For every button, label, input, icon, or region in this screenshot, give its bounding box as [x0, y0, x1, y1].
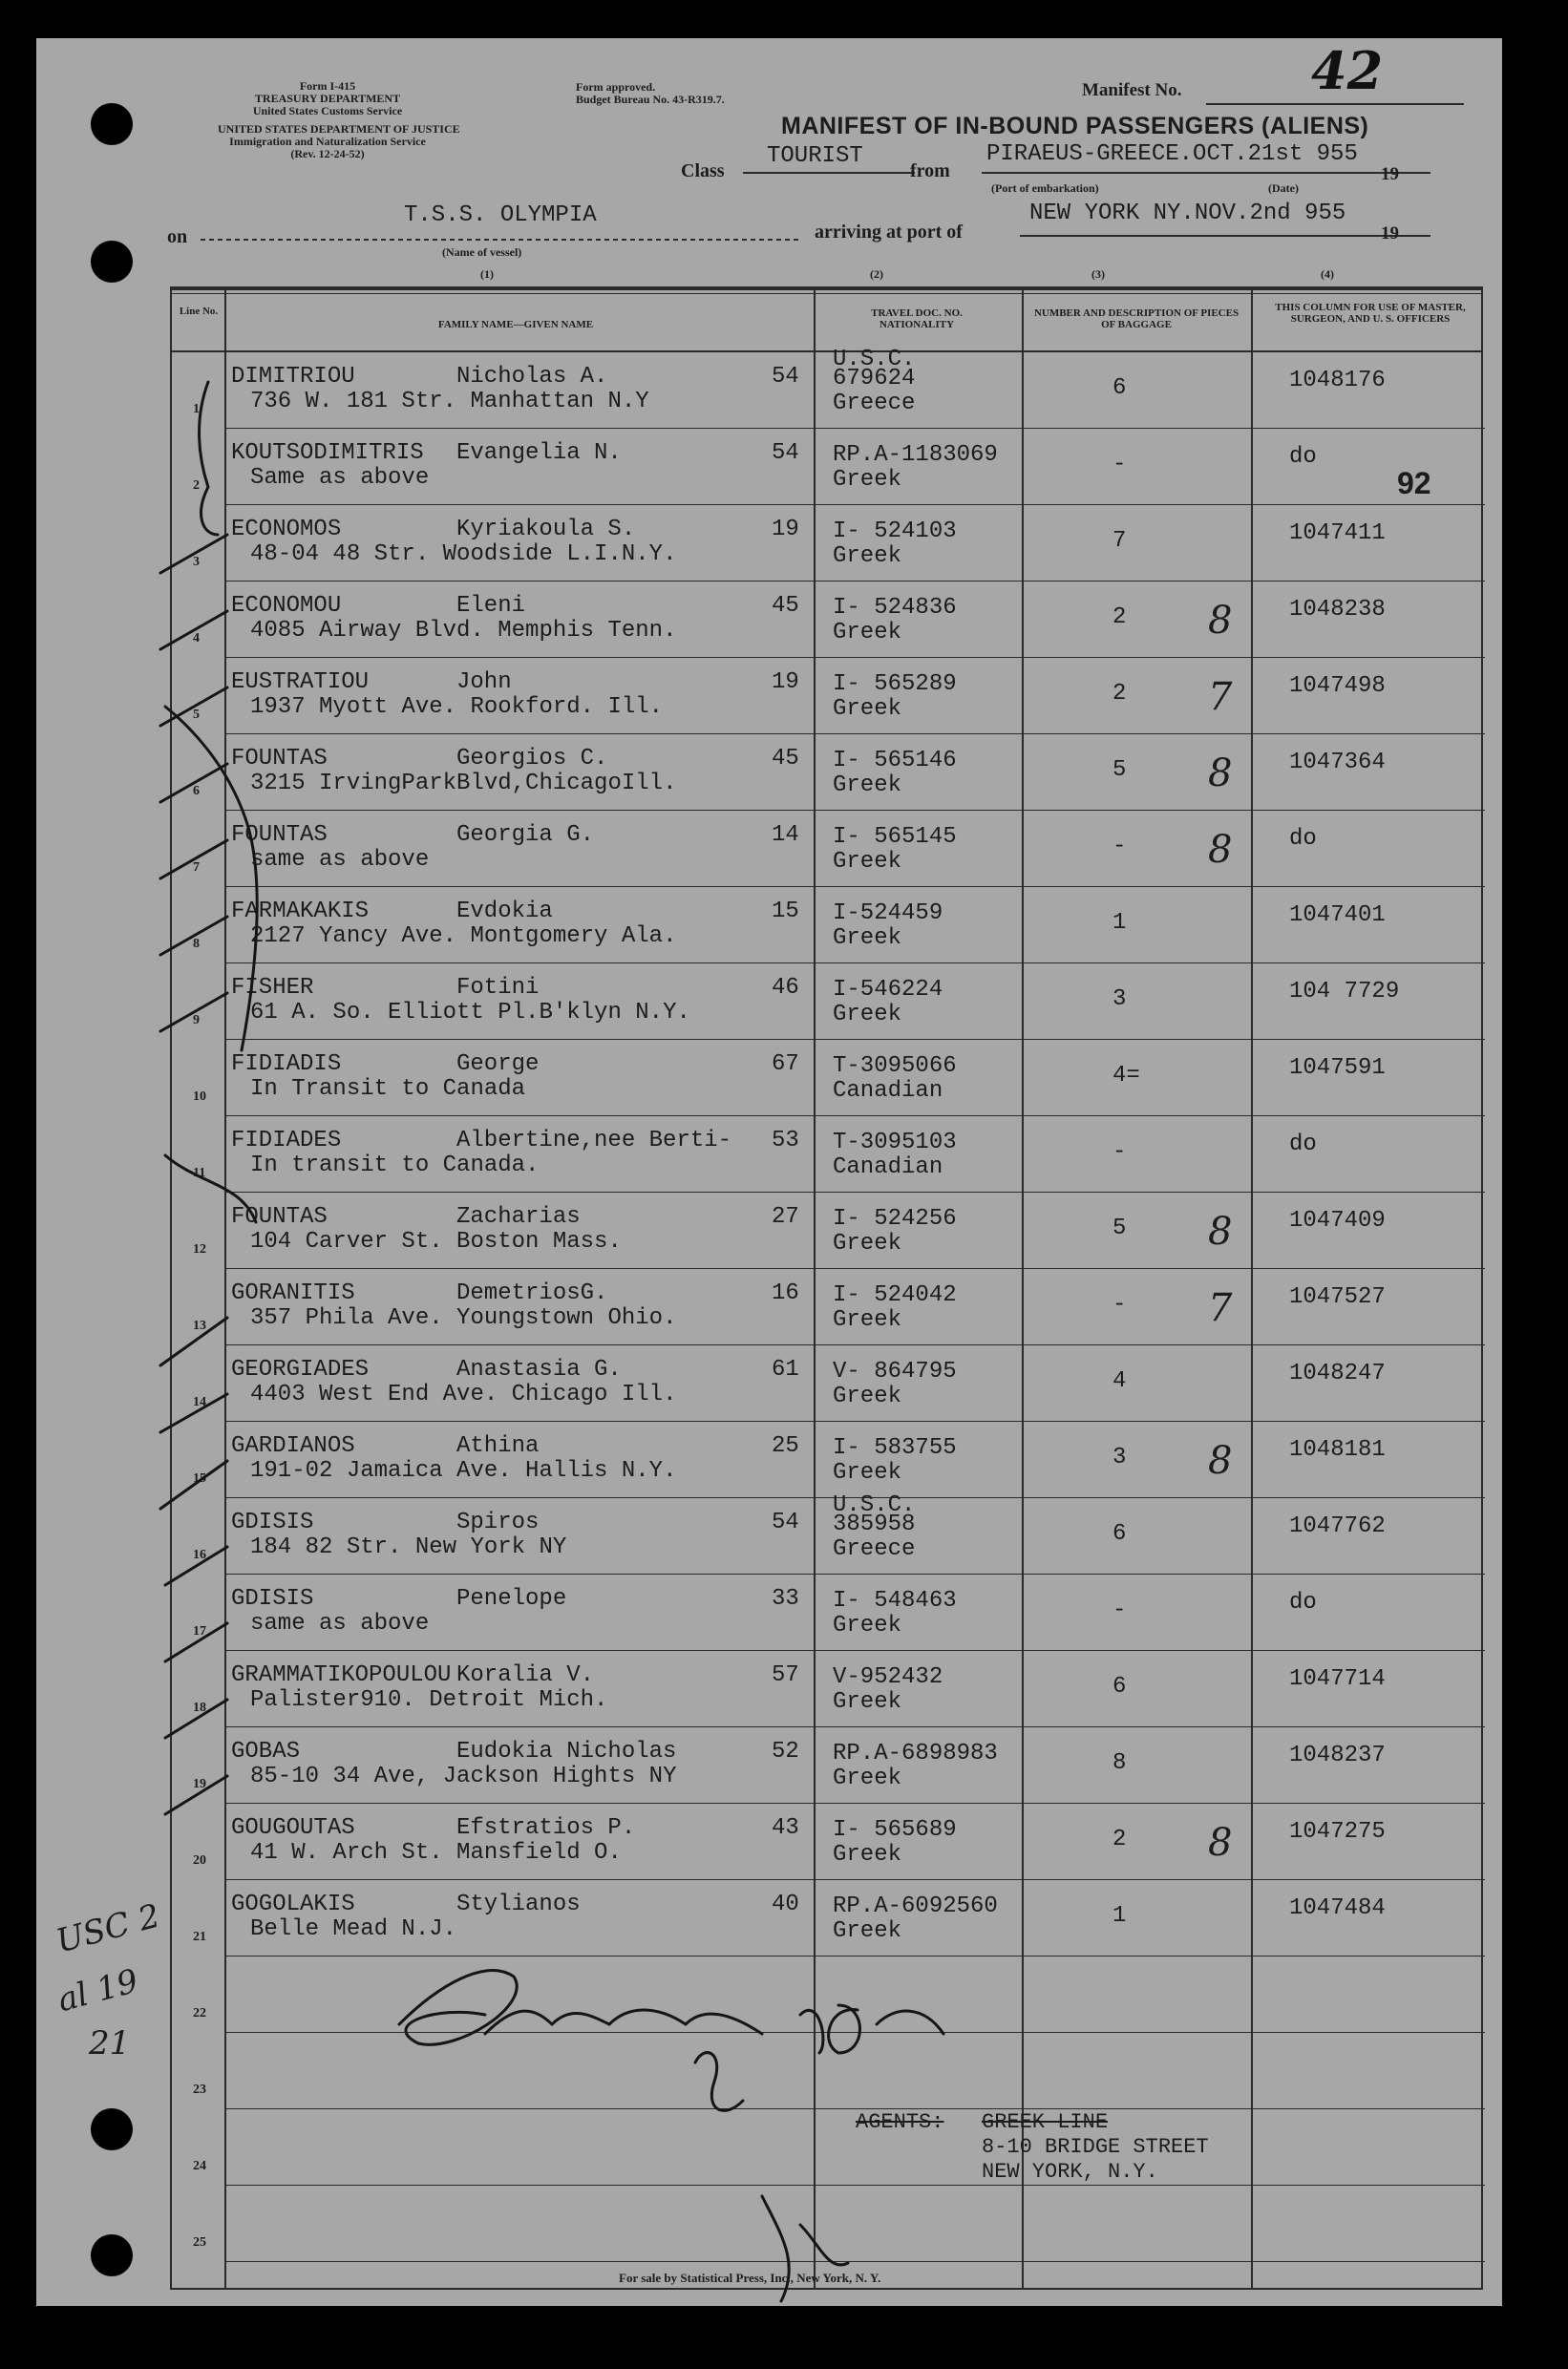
family-name: KOUTSODIMITRIS: [231, 440, 424, 466]
given-name: Anastasia G.: [456, 1357, 622, 1383]
age: 67: [772, 1051, 799, 1077]
family-name: ECONOMOS: [231, 517, 342, 542]
given-name: Kyriakoula S.: [456, 517, 636, 542]
travel-doc-number: V- 864795: [833, 1359, 957, 1385]
agents-line2: 8-10 BRIDGE STREET: [982, 2135, 1209, 2159]
side-number: 92: [1397, 466, 1431, 500]
address: 85-10 34 Ave, Jackson Hights NY: [250, 1764, 677, 1789]
baggage-handwritten-mark: 7: [1208, 1286, 1233, 1330]
baggage-handwritten-mark: 8: [1208, 1210, 1233, 1254]
line-number: 7: [193, 860, 200, 875]
age: 25: [772, 1433, 799, 1459]
baggage-count: 2: [1112, 1827, 1127, 1852]
col-num-3: (3): [1091, 267, 1105, 281]
address: 191-02 Jamaica Ave. Hallis N.Y.: [250, 1458, 677, 1484]
binder-hole: [91, 2108, 133, 2150]
margin-note-2: al 19: [53, 1961, 142, 2020]
family-name: FISHER: [231, 975, 314, 1001]
age: 61: [772, 1357, 799, 1383]
official-number: 1048237: [1289, 1743, 1386, 1768]
given-name: John: [456, 669, 512, 695]
address: 41 W. Arch St. Mansfield O.: [250, 1840, 622, 1866]
given-name: Eleni: [456, 593, 526, 619]
nationality: Greek: [833, 925, 902, 951]
family-name: GRAMMATIKOPOULOU: [231, 1662, 452, 1688]
address: In transit to Canada.: [250, 1153, 540, 1178]
travel-doc-number: RP.A-6898983: [833, 1741, 998, 1766]
baggage-handwritten-mark: 8: [1208, 599, 1233, 643]
official-number: 1047591: [1289, 1055, 1386, 1081]
on-label: on: [167, 226, 188, 247]
line-number: 11: [193, 1166, 206, 1180]
travel-doc-number: I-546224: [833, 977, 943, 1003]
class-label: Class: [681, 160, 725, 181]
ins-service: Immigration and Naturalization Service: [229, 135, 426, 148]
line-number: 3: [193, 555, 200, 569]
given-name: Spiros: [456, 1510, 540, 1535]
from-value: PIRAEUS-GREECE.OCT.21st 955: [986, 141, 1358, 167]
manifest-number: 42: [1311, 40, 1384, 101]
budget-text: Budget Bureau No. 43-R319.7.: [576, 93, 725, 106]
margin-note-3: 21: [89, 2024, 131, 2062]
address: 104 Carver St. Boston Mass.: [250, 1229, 622, 1255]
col-num-4: (4): [1321, 267, 1334, 281]
tick-marks-upper: [160, 535, 227, 1031]
travel-doc-number: V-952432: [833, 1664, 943, 1690]
family-name: FARMAKAKIS: [231, 899, 370, 924]
line-number: 9: [193, 1013, 200, 1027]
line-number: 18: [193, 1701, 206, 1715]
line-number: 2: [193, 478, 200, 493]
baggage-count: -: [1112, 1292, 1127, 1318]
address: same as above: [250, 847, 430, 873]
age: 45: [772, 593, 799, 619]
tick-marks: [160, 1155, 256, 1814]
nationality: Greek: [833, 1766, 902, 1791]
line-number: 20: [193, 1853, 206, 1868]
address: Same as above: [250, 465, 430, 491]
address: 48-04 48 Str. Woodside L.I.N.Y.: [250, 541, 677, 567]
bracket-2: [165, 707, 257, 1050]
address: 61 A. So. Elliott Pl.B'klyn N.Y.: [250, 1000, 690, 1026]
vessel-name: T.S.S. OLYMPIA: [404, 202, 597, 228]
family-name: GOGOLAKIS: [231, 1892, 355, 1917]
agents-label: AGENTS:: [856, 2110, 944, 2134]
binder-hole: [91, 103, 133, 145]
doc-prefix: U.S.C.: [833, 1492, 916, 1518]
given-name: Georgios C.: [456, 746, 608, 772]
baggage-handwritten-mark: 8: [1208, 751, 1233, 795]
family-name: GARDIANOS: [231, 1433, 355, 1459]
line-number: 21: [193, 1930, 206, 1944]
approval-text: Form approved.: [576, 80, 656, 94]
given-name: Evdokia: [456, 899, 553, 924]
address: Palister910. Detroit Mich.: [250, 1687, 608, 1713]
nationality: Greece: [833, 391, 916, 416]
baggage-count: -: [1112, 1597, 1127, 1623]
manifest-title: MANIFEST OF IN-BOUND PASSENGERS (ALIENS): [781, 113, 1369, 139]
address: 4403 West End Ave. Chicago Ill.: [250, 1382, 677, 1407]
given-name: Eudokia Nicholas: [456, 1739, 677, 1765]
nationality: Greek: [833, 1613, 902, 1639]
address: 184 82 Str. New York NY: [250, 1534, 567, 1560]
official-number: do: [1289, 826, 1317, 852]
line-number: 1: [193, 402, 200, 416]
manifest-sheet: [36, 38, 1502, 2306]
given-name: Koralia V.: [456, 1662, 595, 1688]
nationality: Canadian: [833, 1078, 943, 1104]
official-number: 1047275: [1289, 1819, 1386, 1845]
age: 15: [772, 899, 799, 924]
travel-doc-number: I- 565146: [833, 748, 957, 773]
nationality: Greek: [833, 1918, 902, 1944]
official-number: 1047714: [1289, 1666, 1386, 1692]
official-number: do: [1289, 444, 1317, 470]
nationality: Greek: [833, 696, 902, 722]
line-number: 5: [193, 708, 200, 722]
line-number: 25: [193, 2235, 206, 2250]
family-name: GDISIS: [231, 1510, 314, 1535]
baggage-count: 2: [1112, 604, 1127, 630]
given-name: Albertine,nee Berti-: [456, 1128, 732, 1153]
baggage-count: 2: [1112, 681, 1127, 707]
col-header-baggage: NUMBER AND DESCRIPTION OF PIECES OF BAGGAGE: [1033, 307, 1240, 330]
age: 14: [772, 822, 799, 848]
age: 54: [772, 1510, 799, 1535]
line-number: 15: [193, 1471, 206, 1486]
given-name: Fotini: [456, 975, 540, 1001]
family-name: GOBAS: [231, 1739, 301, 1765]
customs-service: United States Customs Service: [252, 104, 403, 117]
footer-printer: For sale by Statistical Press, Inc., New York, N. Y.: [619, 2271, 881, 2285]
travel-doc-number: 385958: [833, 1512, 916, 1537]
official-number: 1047401: [1289, 902, 1386, 928]
address: 357 Phila Ave. Youngstown Ohio.: [250, 1305, 677, 1331]
col-num-2: (2): [870, 267, 883, 281]
nationality: Greece: [833, 1536, 916, 1562]
nationality: Greek: [833, 1689, 902, 1715]
age: 19: [772, 669, 799, 695]
nationality: Greek: [833, 849, 902, 875]
vessel-caption: (Name of vessel): [442, 245, 522, 259]
arrival-port-value: NEW YORK NY.NOV.2nd 955: [1029, 201, 1346, 226]
baggage-count: 6: [1112, 1674, 1127, 1700]
travel-doc-number: RP.A-1183069: [833, 442, 998, 468]
official-number: 1048176: [1289, 368, 1386, 393]
margin-note-1: USC 2: [52, 1896, 164, 1961]
col-header-name: FAMILY NAME—GIVEN NAME: [437, 319, 594, 330]
age: 27: [772, 1204, 799, 1230]
baggage-count: 1: [1112, 1903, 1127, 1929]
given-name: George: [456, 1051, 540, 1077]
age: 52: [772, 1739, 799, 1765]
nationality: Greek: [833, 543, 902, 569]
line-number: 22: [193, 2006, 206, 2020]
travel-doc-number: RP.A-6092560: [833, 1893, 998, 1919]
travel-doc-number: I- 565689: [833, 1817, 957, 1843]
family-name: EUSTRATIOU: [231, 669, 370, 695]
line-number: 6: [193, 784, 200, 798]
official-number: 1047364: [1289, 750, 1386, 775]
line-number: 13: [193, 1319, 206, 1333]
travel-doc-number: T-3095066: [833, 1053, 957, 1079]
nationality: Greek: [833, 620, 902, 645]
given-name: Stylianos: [456, 1892, 581, 1917]
address: 2127 Yancy Ave. Montgomery Ala.: [250, 923, 677, 949]
official-number: do: [1289, 1590, 1317, 1616]
baggage-handwritten-mark: 7: [1208, 675, 1233, 719]
agents-line3: NEW YORK, N.Y.: [982, 2160, 1158, 2184]
official-number: 1048181: [1289, 1437, 1386, 1463]
travel-doc-number: I-524459: [833, 900, 943, 926]
handwriting-overlay: [36, 38, 1502, 2306]
given-name: Zacharias: [456, 1204, 581, 1230]
given-name: Penelope: [456, 1586, 567, 1612]
nationality: Greek: [833, 1002, 902, 1027]
nationality: Canadian: [833, 1154, 943, 1180]
official-number: 1047484: [1289, 1895, 1386, 1921]
nationality: Greek: [833, 1460, 902, 1486]
year-prefix-2: 19: [1381, 223, 1399, 243]
baggage-count: 1: [1112, 910, 1127, 936]
travel-doc-number: I- 524042: [833, 1282, 957, 1308]
initial-mark: [695, 2053, 743, 2111]
col-header-doc: TRAVEL DOC. NO. NATIONALITY: [871, 307, 963, 330]
address: 1937 Myott Ave. Rookford. Ill.: [250, 694, 664, 720]
line-number: 14: [193, 1395, 206, 1409]
age: 57: [772, 1662, 799, 1688]
line-number: 10: [193, 1089, 206, 1104]
age: 40: [772, 1892, 799, 1917]
baggage-count: 6: [1112, 375, 1127, 401]
bracket-1: [200, 382, 218, 535]
line-number: 19: [193, 1777, 206, 1791]
family-name: FOUNTAS: [231, 822, 328, 848]
baggage-count: 4: [1112, 1368, 1127, 1394]
nationality: Greek: [833, 772, 902, 798]
line-number: 24: [193, 2159, 206, 2173]
age: 54: [772, 440, 799, 466]
department-treasury: TREASURY DEPARTMENT: [254, 92, 401, 105]
official-number: 1047527: [1289, 1284, 1386, 1310]
family-name: FOUNTAS: [231, 1204, 328, 1230]
official-number: 1048238: [1289, 597, 1386, 623]
nationality: Greek: [833, 1384, 902, 1409]
family-name: FIDIADIS: [231, 1051, 342, 1077]
agents-line1: GREEK LINE: [982, 2110, 1109, 2134]
family-name: GEORGIADES: [231, 1357, 370, 1383]
baggage-count: 3: [1112, 1445, 1127, 1470]
binder-hole: [91, 2234, 133, 2276]
line-number: 12: [193, 1242, 206, 1257]
family-name: FIDIADES: [231, 1128, 342, 1153]
address: 3215 IrvingParkBlvd,ChicagoIll.: [250, 771, 677, 796]
given-name: Nicholas A.: [456, 364, 608, 390]
address: In Transit to Canada: [250, 1076, 526, 1102]
address: same as above: [250, 1611, 430, 1637]
baggage-count: 5: [1112, 757, 1127, 783]
travel-doc-number: I- 565289: [833, 671, 957, 697]
baggage-handwritten-mark: 8: [1208, 1821, 1233, 1865]
manifest-no-label: Manifest No.: [1082, 80, 1182, 100]
col-num-1: (1): [480, 267, 494, 281]
address: 4085 Airway Blvd. Memphis Tenn.: [250, 618, 677, 644]
arriving-label: arriving at port of: [815, 222, 963, 243]
col-header-official: THIS COLUMN FOR USE OF MASTER, SURGEON, AND U. S. OFFICERS: [1275, 302, 1466, 325]
line-number: 17: [193, 1624, 206, 1639]
travel-doc-number: I- 565145: [833, 824, 957, 850]
port-embark-caption: (Port of embarkation): [991, 181, 1099, 195]
official-number: 1047498: [1289, 673, 1386, 699]
baggage-handwritten-mark: 8: [1208, 1439, 1233, 1483]
nationality: Greek: [833, 1231, 902, 1257]
binder-hole: [91, 241, 133, 283]
nationality: Greek: [833, 1842, 902, 1868]
age: 43: [772, 1815, 799, 1841]
date-caption: (Date): [1268, 181, 1299, 195]
baggage-count: 6: [1112, 1521, 1127, 1547]
given-name: DemetriosG.: [456, 1280, 608, 1306]
revision: (Rev. 12-24-52): [290, 147, 365, 160]
official-number: 1047411: [1289, 520, 1386, 546]
baggage-count: -: [1112, 1139, 1127, 1165]
family-name: GOUGOUTAS: [231, 1815, 355, 1841]
age: 19: [772, 517, 799, 542]
time-mark: [800, 2005, 943, 2053]
signature-mark: [399, 1971, 762, 2045]
col-header-line-no: Line No.: [179, 306, 219, 317]
baggage-count: 4=: [1112, 1063, 1140, 1089]
form-number: Form I-415: [299, 79, 356, 93]
age: 53: [772, 1128, 799, 1153]
official-number: 104 7729: [1289, 979, 1400, 1005]
age: 33: [772, 1586, 799, 1612]
travel-doc-number: 679624: [833, 366, 916, 391]
age: 45: [772, 746, 799, 772]
official-number: 1047762: [1289, 1513, 1386, 1539]
travel-doc-number: I- 524836: [833, 595, 957, 621]
age: 46: [772, 975, 799, 1001]
given-name: Efstratios P.: [456, 1815, 636, 1841]
line-number: 8: [193, 937, 200, 951]
family-name: ECONOMOU: [231, 593, 342, 619]
family-name: DIMITRIOU: [231, 364, 355, 390]
age: 16: [772, 1280, 799, 1306]
family-name: GORANITIS: [231, 1280, 355, 1306]
official-number: do: [1289, 1132, 1317, 1157]
travel-doc-number: I- 524103: [833, 518, 957, 544]
baggage-count: 7: [1112, 528, 1127, 554]
address: 736 W. 181 Str. Manhattan N.Y: [250, 389, 649, 414]
official-number: 1047409: [1289, 1208, 1386, 1234]
family-name: GDISIS: [231, 1586, 314, 1612]
nationality: Greek: [833, 467, 902, 493]
travel-doc-number: I- 583755: [833, 1435, 957, 1461]
year-prefix-1: 19: [1381, 164, 1399, 184]
age: 54: [772, 364, 799, 390]
given-name: Athina: [456, 1433, 540, 1459]
nationality: Greek: [833, 1307, 902, 1333]
line-number: 16: [193, 1548, 206, 1562]
baggage-count: 3: [1112, 986, 1127, 1012]
from-label: from: [910, 160, 950, 181]
baggage-handwritten-mark: 8: [1208, 828, 1233, 872]
travel-doc-number: T-3095103: [833, 1130, 957, 1155]
family-name: FOUNTAS: [231, 746, 328, 772]
baggage-count: 8: [1112, 1750, 1127, 1776]
line-number: 4: [193, 631, 200, 645]
address: Belle Mead N.J.: [250, 1916, 457, 1942]
class-value: TOURIST: [767, 143, 863, 169]
baggage-count: -: [1112, 834, 1127, 859]
given-name: Evangelia N.: [456, 440, 622, 466]
given-name: Georgia G.: [456, 822, 595, 848]
official-number: 1048247: [1289, 1361, 1386, 1386]
travel-doc-number: I- 524256: [833, 1206, 957, 1232]
doc-prefix: U.S.C.: [833, 347, 916, 372]
department-justice: UNITED STATES DEPARTMENT OF JUSTICE: [218, 122, 460, 136]
line-number: 23: [193, 2083, 206, 2097]
travel-doc-number: I- 548463: [833, 1588, 957, 1614]
baggage-count: 5: [1112, 1216, 1127, 1241]
baggage-count: -: [1112, 452, 1127, 477]
